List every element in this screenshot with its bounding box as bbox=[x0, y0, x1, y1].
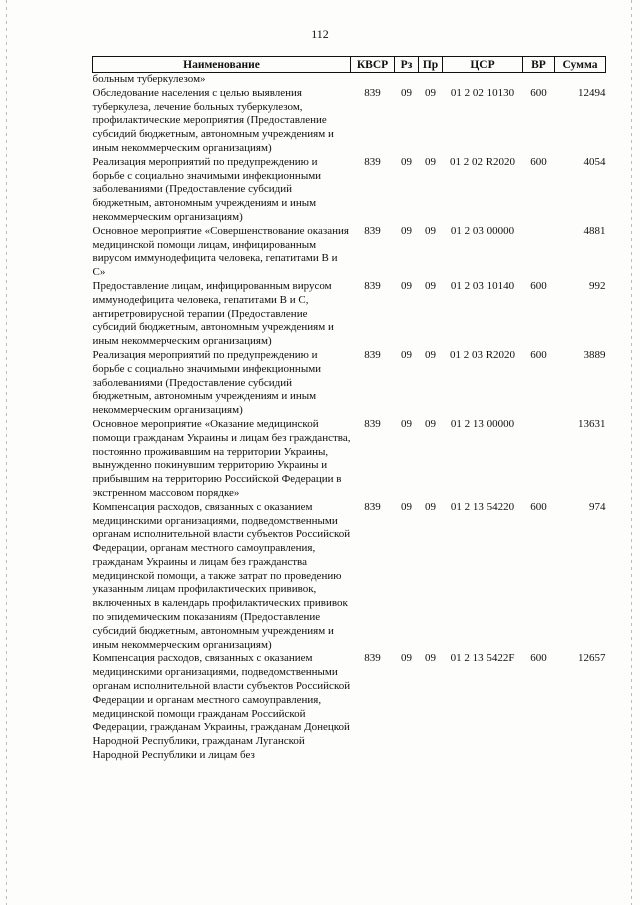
cell-sum: 4881 bbox=[583, 224, 606, 237]
budget-table bbox=[92, 56, 606, 763]
header-name: Наименование bbox=[93, 57, 351, 73]
table-row bbox=[93, 73, 606, 87]
cell-rz: 09 bbox=[401, 224, 412, 237]
cell-pr: 09 bbox=[425, 417, 436, 430]
table-row bbox=[93, 418, 606, 501]
cell-vr: 600 bbox=[530, 279, 547, 292]
cell-name: больным туберкулезом» bbox=[92, 73, 206, 85]
cell-name: Основное мероприятие «Оказание медицинской помощи гражданам Украины и лицам без гражданства, постоянно проживавшим на территории Украины, вынужденно покинувшим территорию Украины и прибывшим на территорию Российской Федерации в экстренном массовом порядке» bbox=[92, 417, 351, 499]
cell-sum: 4054 bbox=[583, 155, 606, 168]
cell-sum: 3889 bbox=[583, 348, 606, 361]
cell-csr: 01 2 02 10130 bbox=[450, 86, 515, 99]
cell-name: Реализация мероприятий по предупреждению и борьбе с социально значимыми инфекционными заболеваниями (Предоставление субсидий бюджетным, автономным учреждениям и иным некоммерческим организациям) bbox=[92, 348, 322, 417]
header-kvsr: КВСР bbox=[351, 57, 395, 73]
cell-sum: 12494 bbox=[578, 86, 606, 99]
header-sum: Сумма bbox=[555, 57, 606, 73]
cell-vr: 600 bbox=[530, 652, 547, 665]
cell-rz: 09 bbox=[401, 500, 412, 513]
cell-vr bbox=[523, 225, 555, 280]
cell-kvsr: 839 bbox=[364, 224, 381, 237]
table-row bbox=[93, 87, 606, 156]
header-pr: Пр bbox=[419, 57, 443, 73]
scan-edge-right bbox=[631, 0, 632, 905]
cell-vr: 600 bbox=[530, 348, 547, 361]
header-vr: ВР bbox=[523, 57, 555, 73]
cell-pr: 09 bbox=[425, 155, 436, 168]
table-body bbox=[93, 73, 606, 763]
cell-csr: 01 2 03 10140 bbox=[450, 279, 515, 292]
cell-name: Предоставление лицам, инфицированным вирусом иммунодефицита человека, гепатитами В и С, антиретровирусной терапии (Предоставление субсидий бюджетным, автономным учреждениям и иным некоммерческим организациям) bbox=[92, 279, 334, 348]
cell-kvsr bbox=[351, 73, 395, 87]
cell-pr: 09 bbox=[425, 348, 436, 361]
cell-kvsr: 839 bbox=[364, 417, 381, 430]
cell-rz bbox=[395, 73, 419, 87]
table-row bbox=[93, 280, 606, 349]
cell-sum: 974 bbox=[589, 500, 606, 513]
cell-pr: 09 bbox=[425, 224, 436, 237]
cell-kvsr: 839 bbox=[364, 652, 381, 665]
cell-name: Компенсация расходов, связанных с оказанием медицинскими организациями, подведомственными органам исполнительной власти субъектов Российской Федерации и органам местного самоуправления, медицинской помощи гражданам Российской Федерации, гражданам Украины, гражданам Донецкой Народной Республики, гражданам Луганской Народной Республики и лицам без bbox=[92, 652, 351, 762]
cell-pr: 09 bbox=[425, 279, 436, 292]
page-number: 112 bbox=[311, 27, 329, 41]
cell-name: Компенсация расходов, связанных с оказанием медицинскими организациями, подведомственными органам исполнительной власти субъектов Российской Федерации, органам местного самоуправления, гражданам Украины и лицам без гражданства медицинской помощи, а также затрат по проведению указанным лицам профилактических прививок, включенных в календарь профилактических прививок по эпидемическим показаниям (Предоставление субсидий бюджетным, автономным учреждениям и иным некоммерческим организациям) bbox=[92, 500, 351, 651]
table-row bbox=[93, 349, 606, 418]
cell-rz: 09 bbox=[401, 155, 412, 168]
cell-kvsr: 839 bbox=[364, 86, 381, 99]
cell-name: Обследование населения с целью выявления туберкулеза, лечение больных туберкулезом, профилактические мероприятия (Предоставление субсидий бюджетным, автономным учреждениям и иным некоммерческим организациям) bbox=[92, 86, 334, 154]
header-rz: Рз bbox=[395, 57, 419, 73]
cell-vr: 600 bbox=[530, 86, 547, 99]
cell-kvsr: 839 bbox=[364, 155, 381, 168]
cell-csr: 01 2 02 R2020 bbox=[449, 155, 516, 168]
table-row bbox=[93, 156, 606, 225]
cell-kvsr: 839 bbox=[364, 500, 381, 513]
cell-pr bbox=[419, 73, 443, 87]
table-row bbox=[93, 225, 606, 280]
cell-name: Основное мероприятие «Совершенствование оказания медицинской помощи лицам, инфицированным вирусом иммунодефицита человека, гепатитами В и С» bbox=[92, 224, 349, 279]
scan-edge-left bbox=[6, 0, 7, 905]
cell-pr: 09 bbox=[425, 500, 436, 513]
cell-csr: 01 2 13 54220 bbox=[450, 500, 515, 513]
cell-vr bbox=[523, 418, 555, 501]
cell-sum bbox=[555, 73, 606, 87]
cell-pr: 09 bbox=[425, 652, 436, 665]
cell-kvsr: 839 bbox=[364, 348, 381, 361]
table-row bbox=[93, 652, 606, 762]
cell-csr bbox=[443, 73, 523, 87]
cell-rz: 09 bbox=[401, 417, 412, 430]
cell-kvsr: 839 bbox=[364, 279, 381, 292]
cell-vr: 600 bbox=[530, 155, 547, 168]
cell-csr: 01 2 03 R2020 bbox=[449, 348, 516, 361]
cell-vr: 600 bbox=[530, 500, 547, 513]
cell-pr: 09 bbox=[425, 86, 436, 99]
cell-csr: 01 2 13 00000 bbox=[450, 417, 515, 430]
cell-rz: 09 bbox=[401, 279, 412, 292]
cell-csr: 01 2 13 5422F bbox=[450, 652, 515, 665]
cell-sum: 992 bbox=[589, 279, 606, 292]
table-row bbox=[93, 501, 606, 653]
cell-name: Реализация мероприятий по предупреждению и борьбе с социально значимыми инфекционными заболеваниями (Предоставление субсидий бюджетным, автономным учреждениям и иным некоммерческим организациям) bbox=[92, 155, 322, 223]
cell-rz: 09 bbox=[401, 652, 412, 665]
cell-vr bbox=[523, 73, 555, 87]
cell-rz: 09 bbox=[401, 86, 412, 99]
table-header-row bbox=[93, 57, 606, 73]
cell-rz: 09 bbox=[401, 348, 412, 361]
header-csr: ЦСР bbox=[443, 57, 523, 73]
cell-sum: 13631 bbox=[578, 417, 606, 430]
cell-csr: 01 2 03 00000 bbox=[450, 224, 515, 237]
cell-sum: 12657 bbox=[578, 652, 606, 665]
